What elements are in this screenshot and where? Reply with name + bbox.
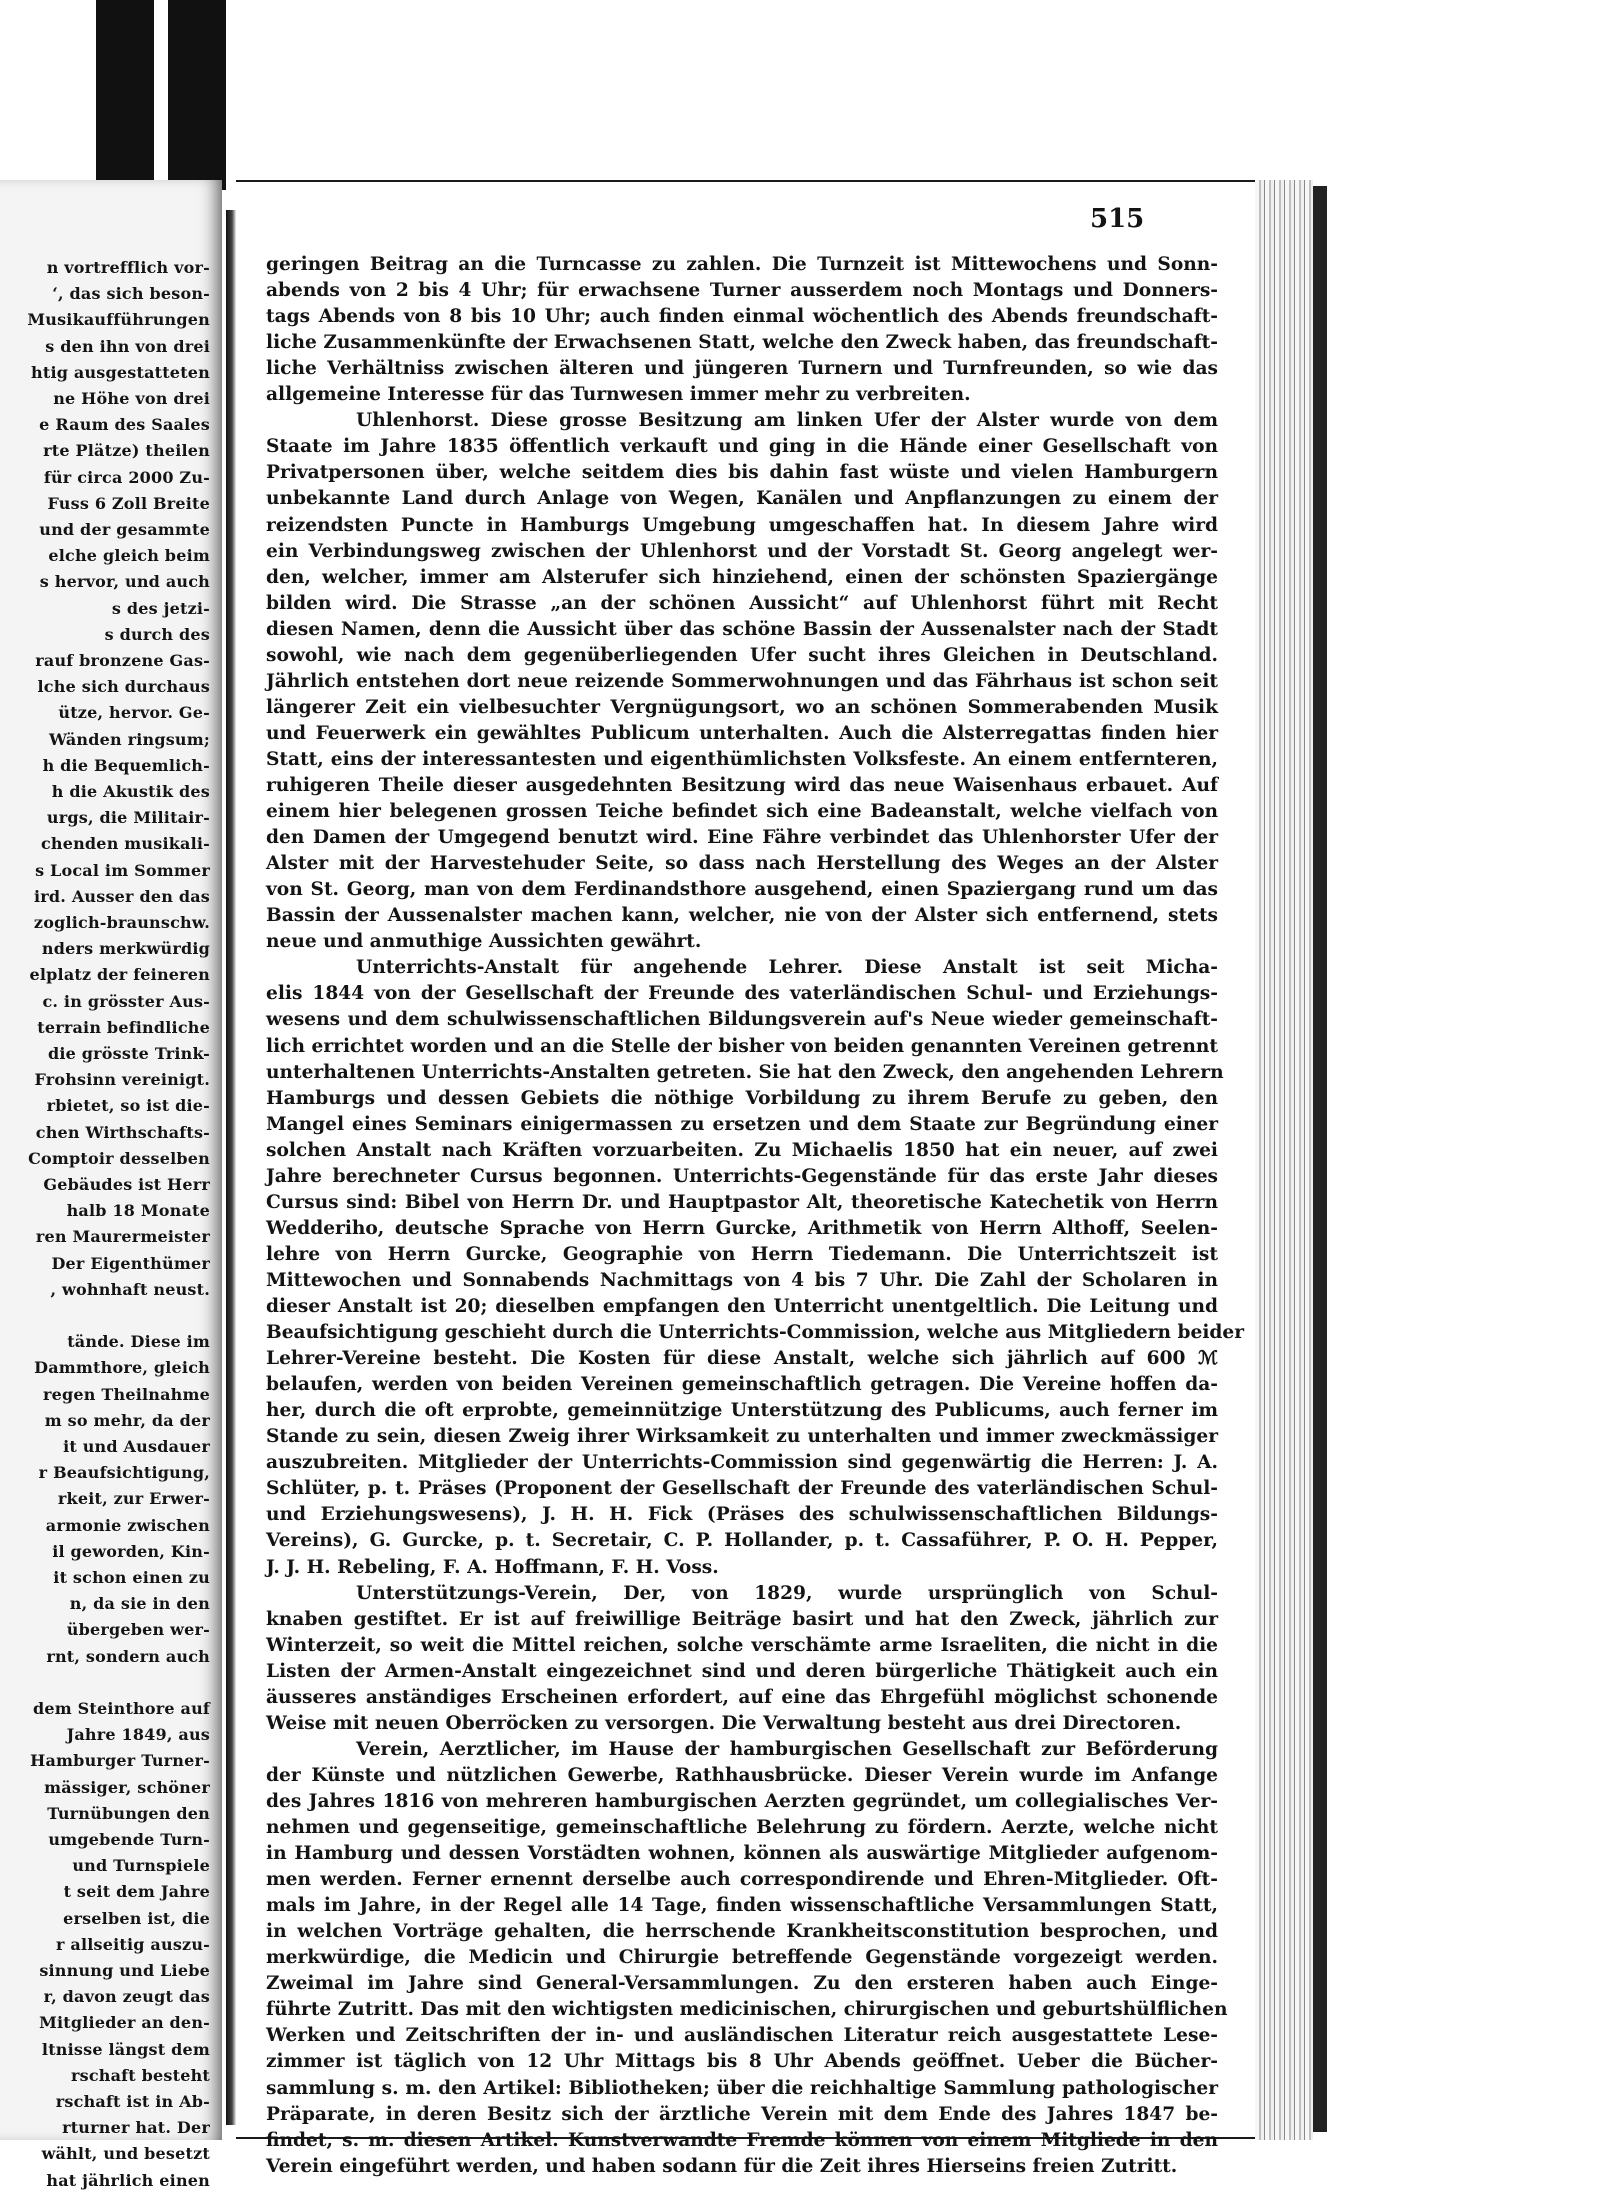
body-line: mals im Jahre, in der Regel alle 14 Tage, finden wissenschaftliche Versammlungen Statt, (266, 1895, 1218, 1917)
left-column-line: r, davon zeugt das (43, 1987, 210, 2007)
body-line: unbekannte Land durch Anlage von Wegen, Kanälen und Anpflanzungen zu einem der (266, 488, 1218, 510)
body-line: Schlüter, p. t. Präses (Proponent der Gesellschaft der Freunde des vaterländischen Schul- (266, 1478, 1218, 1500)
left-column-line: ren Maurermeister (35, 1227, 210, 1247)
body-line: dieser Anstalt ist 20; dieselben empfangen den Unterricht unentgeltlich. Die Leitung und (266, 1296, 1218, 1317)
left-column-line: Wänden ringsum; (49, 729, 210, 749)
left-column-line: rschaft ist in Ab- (55, 2092, 210, 2111)
body-line: knaben gestiftet. Er ist auf freiwillige Beiträge basirt und hat den Zweck, jährlich zur (266, 1608, 1218, 1630)
left-column-line: rkeit, zur Erwer- (57, 1489, 210, 1509)
left-column-line: sinnung und Liebe (39, 1961, 210, 1980)
left-column-line: Jahre 1849, aus (66, 1725, 210, 1745)
body-line: des Jahres 1816 von mehreren hamburgischen Aerzten gegründet, um collegialisches Ver- (266, 1790, 1218, 1812)
body-line: Mangel eines Seminars einigermassen zu ersetzen und dem Staate zur Begründung einer (266, 1113, 1218, 1135)
left-column-line: und Turnspiele (72, 1856, 210, 1876)
body-line: allgemeine Interesse für das Turnwesen immer mehr zu verbreiten. (266, 384, 971, 406)
body-line: belaufen, werden von beiden Vereinen gemeinschaftlich getragen. Die Vereine hoffen da- (266, 1374, 1218, 1396)
left-column-line: chen Wirthschafts- (35, 1122, 210, 1142)
left-column-line: ütze, hervor. Ge- (58, 703, 210, 723)
book-clip (0, 0, 290, 190)
body-line: her, durch die oft erprobte, gemeinnützige Unterstützung des Publicums, auch ferner im (266, 1400, 1218, 1422)
left-column-line: n vortrefflich vor- (46, 258, 210, 277)
left-column-line: elplatz der feineren (29, 965, 210, 985)
left-column-line: it schon einen zu (53, 1568, 210, 1587)
left-column-line: Der Eigenthümer (51, 1253, 210, 1273)
body-line: Cursus sind: Bibel von Herrn Dr. und Hauptpastor Alt, theoretische Katechetik von Herrn (266, 1191, 1218, 1213)
left-column-line: urgs, die Militair- (46, 808, 210, 828)
left-column-line: rbietet, so ist die- (46, 1096, 210, 1116)
left-column-line: m so mehr, da der (44, 1410, 210, 1430)
body-line: zimmer ist täglich von 12 Uhr Mittags bis 8 Uhr Abends geöffnet. Ueber die Bücher- (266, 2051, 1218, 2073)
left-column-line: s Local im Sommer (35, 860, 210, 880)
body-line: längerer Zeit ein vielbesuchter Vergnügungsort, wo an schönen Sommerabenden Musik (266, 696, 1218, 718)
body-line: Winterzeit, so weit die Mittel reichen, solche verschämte arme Israeliten, die nicht in die (266, 1634, 1218, 1656)
left-column-line: Comptoir desselben (28, 1148, 210, 1168)
body-line: abends von 2 bis 4 Uhr; für erwachsene Turner ausserdem noch Montags und Donners- (266, 280, 1218, 302)
left-column-line: ltnisse längst dem (41, 2039, 210, 2059)
body-line: der Künste und nützlichen Gewerbe, Rathhausbrücke. Dieser Verein wurde im Anfange (266, 1764, 1218, 1786)
left-column-line: rturner hat. Der (62, 2118, 210, 2138)
body-line: von St. Georg, man von dem Ferdinandsthore ausgehend, einen Spaziergang rund um das (266, 879, 1218, 901)
body-line: solchen Anstalt nach Kräften vorzuarbeiten. Zu Michaelis 1850 hat ein neuer, auf zwei (266, 1139, 1218, 1161)
body-line: Staate im Jahre 1835 öffentlich verkauft und ging in die Hände einer Gesellschaft von (266, 436, 1218, 458)
left-column-line: it und Ausdauer (63, 1437, 210, 1456)
body-line: bilden wird. Die Strasse „an der schönen Aussicht“ auf Uhlenhorst führt mit Recht (266, 592, 1218, 614)
body-line: Hamburgs und dessen Gebiets die nöthige Vorbildung zu ihrem Berufe zu geben, den (266, 1087, 1218, 1109)
left-column-line: tände. Diese im (67, 1332, 210, 1352)
body-line: Wedderiho, deutsche Sprache von Herrn Gurcke, Arithmetik von Herrn Althoff, Seelen- (266, 1217, 1218, 1239)
left-column-line: wählt, und besetzt (41, 2144, 210, 2164)
body-line: lehre von Herrn Gurcke, Geographie von Herrn Tiedemann. Die Unterrichtszeit ist (266, 1243, 1218, 1265)
left-column-line: Dammthore, gleich (34, 1358, 210, 1378)
left-column-line: Gebäudes ist Herr (43, 1175, 210, 1194)
left-column-line: erselben ist, die (63, 1908, 210, 1928)
body-line: und Feuerwerk ein gewähltes Publicum unterhalten. Auch die Alsterregattas finden hier (266, 722, 1218, 744)
body-line: Alster mit der Harvestehuder Seite, so dass nach Herstellung des Weges an der Alster (266, 853, 1218, 875)
body-line: Privatpersonen über, welche seitdem dies bis dahin fast wüste und vielen Hamburgern (266, 462, 1218, 484)
left-column-line: Mitglieder an den- (39, 2013, 210, 2033)
body-line: Bassin der Aussenalster machen kann, welcher, nie von der Alster sich entfernend, stets (266, 905, 1218, 927)
body-line: sowohl, wie nach dem gegenüberliegenden Ufer sucht ihres Gleichen in Deutschland. (266, 644, 1218, 666)
body-line: lich errichtet worden und an die Stelle der bisher von beiden genannten Vereinen getrennt (266, 1035, 1218, 1057)
body-line: geringen Beitrag an die Turncasse zu zahlen. Die Turnzeit ist Mittewochens und Sonn- (266, 254, 1218, 275)
left-column-line: s den ihn von drei (45, 336, 210, 356)
left-column-line: Hamburger Turner- (30, 1751, 210, 1771)
page-edge-shadow (1313, 186, 1327, 2132)
body-line: Vereins), G. Gurcke, p. t. Secretair, C. P. Hollander, p. t. Cassaführer, P. O. H. Pepper, (266, 1530, 1218, 1552)
body-line: äusseres anständiges Erscheinen erfordert, auf eine das Ehrgefühl möglichst schonende (266, 1686, 1218, 1708)
body-line: reizendsten Puncte in Hamburgs Umgebung umgeschaffen hat. In diesem Jahre wird (266, 514, 1218, 536)
body-line: ruhigeren Theile dieser ausgedehnten Besitzung wird das neue Waisenhaus erbauet. Auf (266, 775, 1218, 796)
left-column-line: ‘, das sich beson- (52, 284, 210, 304)
body-line: Unterrichts-Anstalt für angehende Lehrer. Diese Anstalt ist seit Micha- (356, 957, 1218, 979)
body-line: findet, s. m. diesen Artikel. Kunstverwandte Fremde können von einem Mitgliede in den (266, 2129, 1218, 2151)
body-line: den Damen der Umgegend benutzt wird. Eine Fähre verbindet das Uhlenhorster Ufer der (266, 827, 1218, 849)
left-column-line: Frohsinn vereinigt. (34, 1070, 210, 1090)
left-column-line: nders merkwürdig (41, 939, 210, 959)
body-line: ein Verbindungsweg zwischen der Uhlenhorst und der Vorstadt St. Georg angelegt wer- (266, 540, 1218, 562)
body-line: auszubreiten. Mitglieder der Unterrichts-Commission sind gegenwärtig die Herren: J. A. (266, 1452, 1218, 1474)
left-column-line: dem Steinthore auf (32, 1699, 210, 1718)
body-line: Beaufsichtigung geschieht durch die Unterrichts-Commission, welche aus Mitgliedern beider (266, 1322, 1245, 1344)
left-column-line: rschaft besteht (71, 2065, 210, 2085)
left-column-line: armonie zwischen (45, 1515, 210, 1535)
left-column-line: für circa 2000 Zu- (43, 467, 210, 487)
left-column-line: htig ausgestatteten (31, 362, 210, 382)
left-column-line: Fuss 6 Zoll Breite (47, 493, 210, 513)
left-column-line: h die Akustik des (51, 782, 210, 801)
body-line: Verein, Aerztlicher, im Hause der hamburgischen Gesellschaft zur Beförderung (356, 1738, 1218, 1760)
left-column-line: Turnübungen den (47, 1803, 210, 1823)
left-column-line: rnt, sondern auch (46, 1646, 210, 1666)
body-line: Weise mit neuen Oberröcken zu versorgen. Die Verwaltung besteht aus drei Directoren. (266, 1712, 1182, 1734)
left-column-line: terrain befindliche (37, 1017, 210, 1037)
left-column-line: t seit dem Jahre (63, 1882, 210, 1902)
body-line: Zweimal im Jahre sind General-Versammlungen. Zu den ersteren haben auch Einge- (266, 1973, 1218, 1995)
body-line: sammlung s. m. den Artikel: Bibliotheken; über die reichhaltige Sammlung pathologischer (266, 2077, 1218, 2099)
body-line: wesens und dem schulwissenschaftlichen Bildungsverein auf's Neue wieder gemeinschaft- (266, 1009, 1218, 1031)
body-line: in Hamburg und dessen Vorstädten wohnen, können als auswärtige Mitglieder aufgenom- (266, 1843, 1218, 1865)
left-column-line: h die Bequemlich- (42, 755, 210, 775)
left-column-line: e Raum des Saales (39, 415, 210, 435)
left-column-line: elche gleich beim (48, 546, 210, 566)
left-column-line: rauf bronzene Gas- (35, 651, 210, 670)
left-column-line: und der gesammte (39, 520, 210, 539)
body-line: Verein eingeführt werden, und haben sodann für die Zeit ihres Hierseins freien Zutritt. (266, 2155, 1178, 2177)
clip-bars (0, 0, 290, 190)
body-line: den, welcher, immer am Alsterufer sich hinziehend, einen der schönsten Spaziergänge (266, 566, 1218, 588)
book-spine (226, 210, 236, 2125)
left-column-line: ne Höhe von drei (53, 389, 210, 408)
left-column-line: hat jährlich einen (46, 2170, 210, 2190)
left-column-line: chenden musikali- (40, 834, 210, 854)
body-line: liche Verhältniss zwischen älteren und jüngeren Turnern und Turnfreunden, so wie das (266, 358, 1218, 380)
left-column-line: lche sich durchaus (37, 677, 210, 697)
body-line: Unterstützungs-Verein, Der, von 1829, wurde ursprünglich von Schul- (356, 1582, 1218, 1604)
body-line: liche Zusammenkünfte der Erwachsenen Statt, welche den Zweck haben, das freundschaft- (266, 332, 1218, 354)
body-line: führte Zutritt. Das mit den wichtigsten medicinischen, chirurgischen und geburtshülflichen (266, 1999, 1228, 2021)
left-column-line: rte Plätze) theilen (43, 441, 210, 461)
body-line: Statt, eins der interessantesten und eigenthümlichsten Volksfeste. An einem entfernteren, (266, 748, 1218, 770)
left-page (0, 180, 222, 2190)
body-line: Jahre berechneter Cursus begonnen. Unterrichts-Gegenstände für das erste Jahr dieses (266, 1165, 1218, 1187)
left-column-line: umgebende Turn- (48, 1830, 210, 1849)
left-column-line: übergeben wer- (66, 1620, 210, 1640)
body-line: J. J. H. Rebeling, F. A. Hoffmann, F. H. Voss. (266, 1556, 719, 1578)
left-column-line: halb 18 Monate (66, 1201, 210, 1221)
body-line: elis 1844 von der Gesellschaft der Freunde des vaterländischen Schul- und Erziehungs- (266, 983, 1218, 1005)
body-line: in welchen Vorträge gehalten, die herrschende Krankheitsconstitution besprochen, und (266, 1921, 1218, 1943)
body-line: nehmen und gegenseitige, gemeinschaftliche Belehrung zu fördern. Aerzte, welche nicht (266, 1817, 1218, 1838)
left-column-line: il geworden, Kin- (52, 1541, 210, 1561)
left-column-line: ird. Ausser den das (33, 886, 210, 906)
body-line: tags Abends von 8 bis 10 Uhr; auch finden einmal wöchentlich des Abends freundschaft- (266, 306, 1218, 328)
body-line: Stande zu sein, diesen Zweig ihrer Wirksamkeit zu unterhalten und immer zweckmässiger (266, 1426, 1218, 1448)
body-line: einem hier belegenen grossen Teiche befindet sich eine Badeanstalt, welche vielfach von (266, 801, 1218, 823)
body-line: diesen Namen, denn die Aussicht über das schöne Bassin der Aussenalster nach der Stadt (266, 618, 1218, 640)
left-column-line: Musikaufführungen (27, 310, 210, 330)
body-line: Jährlich entstehen dort neue reizende Sommerwohnungen und das Fährhaus ist schon seit (266, 670, 1218, 692)
left-column-line: n, da sie in den (69, 1594, 210, 1614)
body-line: unterhaltenen Unterrichts-Anstalten getreten. Sie hat den Zweck, den angehenden Lehrern (266, 1061, 1224, 1083)
left-column-line: s durch des (104, 624, 210, 644)
body-line: neue und anmuthige Aussichten gewährt. (266, 931, 702, 953)
left-column-line: zoglich-braunschw. (33, 913, 210, 932)
left-column-line: r allseitig auszu- (56, 1934, 210, 1954)
left-column-line: die grösste Trink- (47, 1044, 210, 1063)
body-line: merkwürdige, die Medicin und Chirurgie betreffende Gegenstände vorgezeigt werden. (266, 1947, 1218, 1969)
left-column-line: r Beaufsichtigung, (38, 1463, 210, 1483)
body-line: Mittewochen und Sonnabends Nachmittags von 4 bis 7 Uhr. Die Zahl der Scholaren in (266, 1269, 1218, 1291)
page-edges (1255, 180, 1313, 2140)
left-column-line: c. in grösster Aus- (42, 991, 210, 1011)
body-line: und Erziehungswesens), J. H. H. Fick (Präses des schulwissenschaftlichen Bildungs- (266, 1504, 1218, 1526)
body-line: Werken und Zeitschriften der in- und ausländischen Literatur reich ausgestattete Lese- (266, 2025, 1218, 2047)
left-column-line: s hervor, und auch (39, 572, 210, 592)
left-column-line: , wohnhaft neust. (50, 1279, 210, 1299)
body-line: Lehrer-Vereine besteht. Die Kosten für diese Anstalt, welche sich jährlich auf 600 ℳ (266, 1348, 1218, 1370)
left-column-line: s des jetzi- (111, 598, 210, 618)
body-line: Listen der Armen-Anstalt eingezeichnet sind und deren bürgerliche Thätigkeit auch ein (266, 1660, 1218, 1682)
page-number: 515 (1090, 204, 1145, 234)
left-column-line: mässiger, schöner (44, 1777, 210, 1797)
body-line: Präparate, in deren Besitz sich der ärztliche Verein mit dem Ende des Jahres 1847 be- (266, 2103, 1218, 2125)
body-line: men werden. Ferner ernennt derselbe auch correspondirende und Ehren-Mitglieder. Oft- (266, 1869, 1218, 1891)
body-line: Uhlenhorst. Diese grosse Besitzung am linken Ufer der Alster wurde von dem (356, 410, 1218, 432)
left-column-line: regen Theilnahme (43, 1384, 210, 1404)
